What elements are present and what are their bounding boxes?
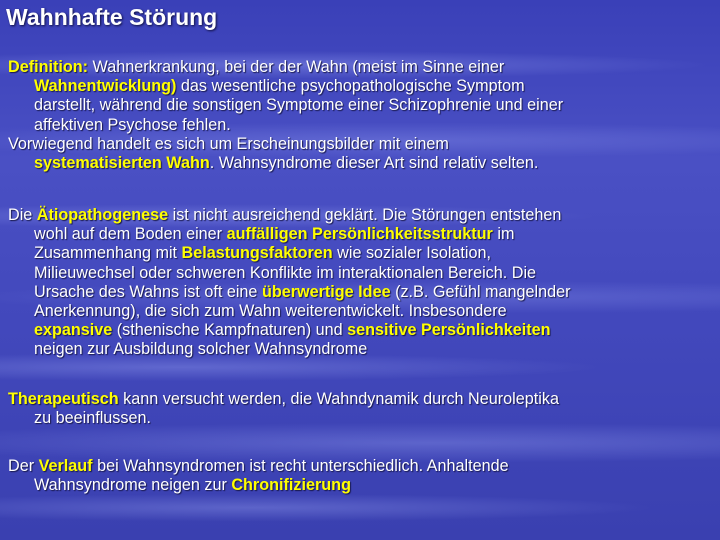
therapy-text-1: kann versucht werden, die Wahndynamik durch Neuroleptika bbox=[118, 390, 559, 408]
etiology-text-7: (sthenische Kampfnaturen) und bbox=[112, 321, 348, 340]
course-text-1a: Der bbox=[8, 457, 39, 475]
definition-line-5: Vorwiegend handelt es sich um Erscheinungsbilder mit einem bbox=[8, 134, 449, 153]
course-text-1: bei Wahnsyndromen ist recht unterschiedlich. Anhaltende bbox=[92, 457, 509, 475]
definition-text-1: Wahnerkrankung, bei der der Wahn (meist im Sinne einer bbox=[88, 58, 505, 76]
course-paragraph bbox=[8, 457, 714, 495]
therapy-paragraph bbox=[8, 390, 714, 428]
etiology-line-2 bbox=[8, 225, 714, 244]
wahnentwicklung-term: Wahnentwicklung) bbox=[34, 77, 177, 96]
therapy-line-2: zu beeinflussen. bbox=[34, 409, 151, 428]
etiology-text-3a: Zusammenhang mit bbox=[34, 244, 182, 263]
etiology-line-7 bbox=[8, 321, 714, 340]
expansive-term: expansive bbox=[34, 321, 113, 340]
etiology-text-1: ist nicht ausreichend geklärt. Die Störungen entstehen bbox=[168, 206, 562, 224]
etiology-line-3 bbox=[8, 244, 714, 263]
etiology-text-5: (z.B. Gefühl mangelnder bbox=[390, 282, 571, 301]
verlauf-term: Verlauf bbox=[38, 457, 93, 475]
etiology-text-3: wie sozialer Isolation, bbox=[332, 244, 492, 263]
definition-line-6 bbox=[8, 154, 714, 173]
course-line-1 bbox=[8, 457, 714, 476]
chronifizierung-term: Chronifizierung bbox=[231, 476, 351, 495]
definition-line-1 bbox=[8, 58, 714, 77]
etiology-text-1a: Die bbox=[8, 206, 37, 224]
therapeutisch-term: Therapeutisch bbox=[8, 390, 119, 408]
definition-line-2 bbox=[8, 77, 714, 96]
etiology-line-4: Milieuwechsel oder schweren Konflikte im interaktionalen Bereich. Die bbox=[34, 263, 537, 282]
definition-text-6: . Wahnsyndrome dieser Art sind relativ selten. bbox=[209, 154, 539, 173]
definition-line-3: darstellt, während die sonstigen Symptome einer Schizophrenie und einer bbox=[34, 96, 564, 115]
slide-title: Wahnhafte Störung bbox=[6, 4, 218, 30]
etiology-line-1 bbox=[8, 206, 714, 225]
belastungsfaktoren-term: Belastungsfaktoren bbox=[181, 244, 333, 263]
definition-line-4: affektiven Psychose fehlen. bbox=[34, 115, 231, 134]
course-line-2 bbox=[8, 476, 714, 495]
etiology-text-2a: wohl auf dem Boden einer bbox=[34, 225, 227, 244]
systematisierter-wahn-term: systematisierten Wahn bbox=[34, 154, 210, 173]
etiology-line-6: Anerkennung), die sich zum Wahn weiterentwickelt. Insbesondere bbox=[34, 302, 507, 321]
aetiopathogenese-term: Ätiopathogenese bbox=[36, 206, 169, 224]
etiology-line-8: neigen zur Ausbildung solcher Wahnsyndrome bbox=[34, 340, 368, 359]
etiology-text-2: im bbox=[492, 225, 515, 244]
definition-label: Definition: bbox=[8, 58, 89, 76]
etiology-text-5a: Ursache des Wahns ist oft eine bbox=[34, 282, 262, 301]
persoenlichkeitsstruktur-term: auffälligen Persönlichkeitsstruktur bbox=[226, 225, 493, 244]
definition-paragraph bbox=[8, 58, 714, 173]
definition-text-2: das wesentliche psychopathologische Symptom bbox=[176, 77, 525, 96]
etiology-paragraph bbox=[8, 206, 714, 360]
etiology-line-5 bbox=[8, 283, 714, 302]
ueberwertige-idee-term: überwertige Idee bbox=[261, 282, 391, 301]
sensitive-persoenlichkeiten-term: sensitive Persönlichkeiten bbox=[347, 321, 551, 340]
course-text-2a: Wahnsyndrome neigen zur bbox=[34, 476, 232, 495]
therapy-line-1 bbox=[8, 390, 714, 409]
